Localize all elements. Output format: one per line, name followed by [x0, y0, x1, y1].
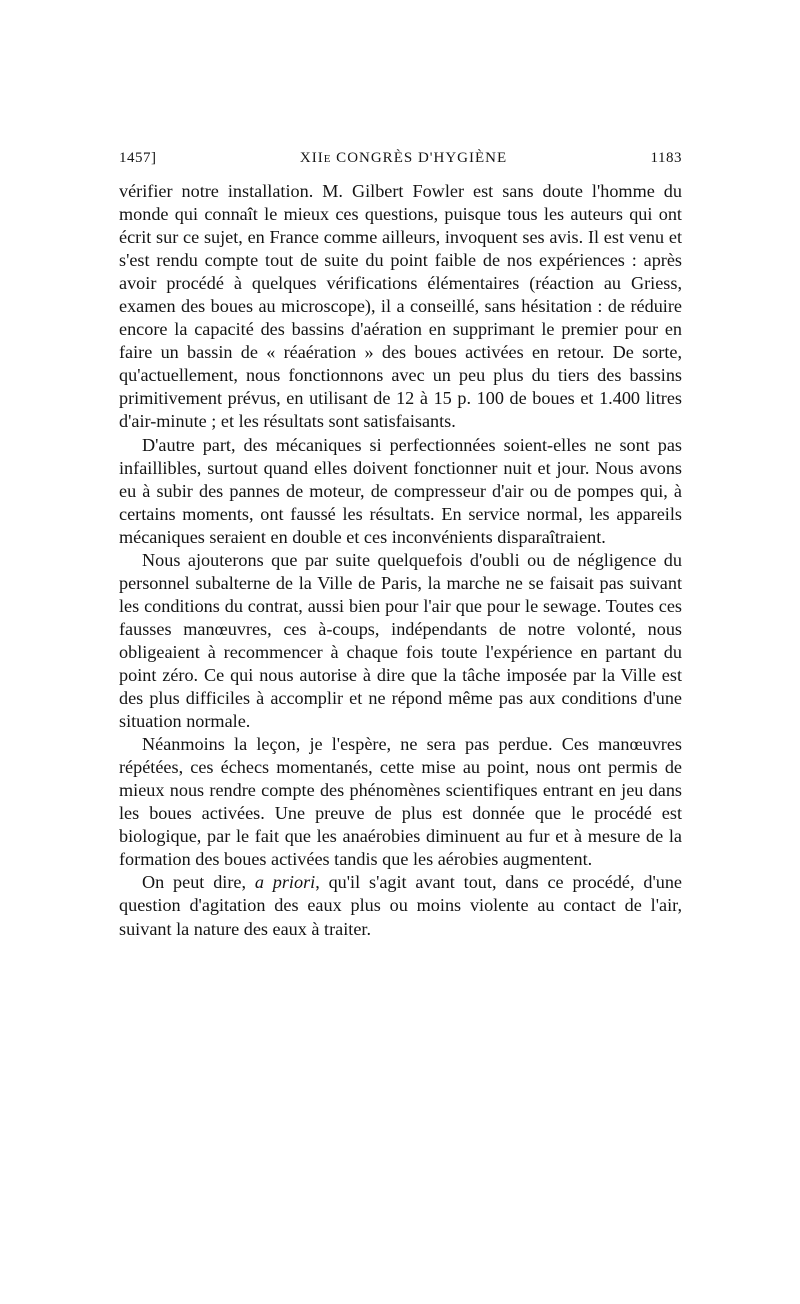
paragraph-5 — [119, 871, 682, 940]
paragraph-5-text-before: On peut dire, — [142, 872, 255, 893]
paragraph-3: Nous ajouterons que par suite quelquefois d'oubli ou de négligence du personnel subalterne de la Ville de Paris, la marche ne se faisait pas suivant les conditions du contrat, aussi bien pour l'air que pour le sewage. Toutes ces fausses manœuvres, ces à-coups, indépendants de notre volonté, nous obligeaient à recommencer à chaque fois toute l'expérience en partant du point zéro. Ce qui nous autorise à dire que la tâche imposée par la Ville est des plus difficiles à accomplir et ne répond même pas aux conditions d'une situation normale. — [119, 549, 682, 732]
paragraph-4: Néanmoins la leçon, je l'espère, ne sera pas perdue. Ces manœuvres répétées, ces échecs momentanés, cette mise au point, nous ont permis de mieux nous rendre compte des phénomènes scientifiques entrant en jeu dans les boues activées. Une preuve de plus est donnée que le procédé est biologique, par le fait que les anaérobies diminuent au fur et à mesure de la formation des boues activées tandis que les aérobies augmentent. — [119, 734, 682, 870]
running-header — [119, 150, 682, 174]
paragraph-1: vérifier notre installation. M. Gilbert Fowler est sans doute l'homme du monde qui connaît le mieux ces questions, puisque tous les auteurs qui ont écrit sur ce sujet, en France comme ailleurs, invoquent ses avis. Il est venu et s'est rendu compte tout de suite du point faible de nos expériences : après avoir procédé à quelques vérifications élémentaires (réaction au Griess, examen des boues au microscope), il a conseillé, sans hésitation : de réduire encore la capacité des bassins d'aération en supprimant le premier pour en faire un bassin de « réaération » des boues activées en retour. De sorte, qu'actuellement, nous fonctionnons avec un peu plus du tiers des bassins primitivement prévus, en utilisant de 12 à 15 p. 100 de boues et 1.400 litres d'air-minute ; et les résultats sont satisfaisants. — [119, 181, 682, 432]
header-title: XIIe CONGRÈS D'HYGIÈNE — [299, 150, 508, 166]
header-page-number: 1183 — [650, 150, 682, 166]
body-text — [119, 180, 682, 941]
paragraph-5-text-after: , qu'il s'agit avant tout, dans ce procédé, d'une question d'agitation des eaux plus ou moins violente au contact de l'air, suivant la nature des eaux à traiter. — [119, 872, 682, 939]
paragraph-5-italic-phrase: a priori — [254, 872, 316, 893]
header-left-page-ref: 1457] — [119, 150, 157, 166]
book-page — [119, 150, 682, 941]
paragraph-2: D'autre part, des mécaniques si perfectionnées soient-elles ne sont pas infaillibles, surtout quand elles doivent fonctionner nuit et jour. Nous avons eu à subir des pannes de moteur, de compresseur d'air ou de pompes qui, à certains moments, ont faussé les résultats. En service normal, les appareils mécaniques seraient en double et ces inconvénients disparaîtraient. — [119, 434, 682, 547]
